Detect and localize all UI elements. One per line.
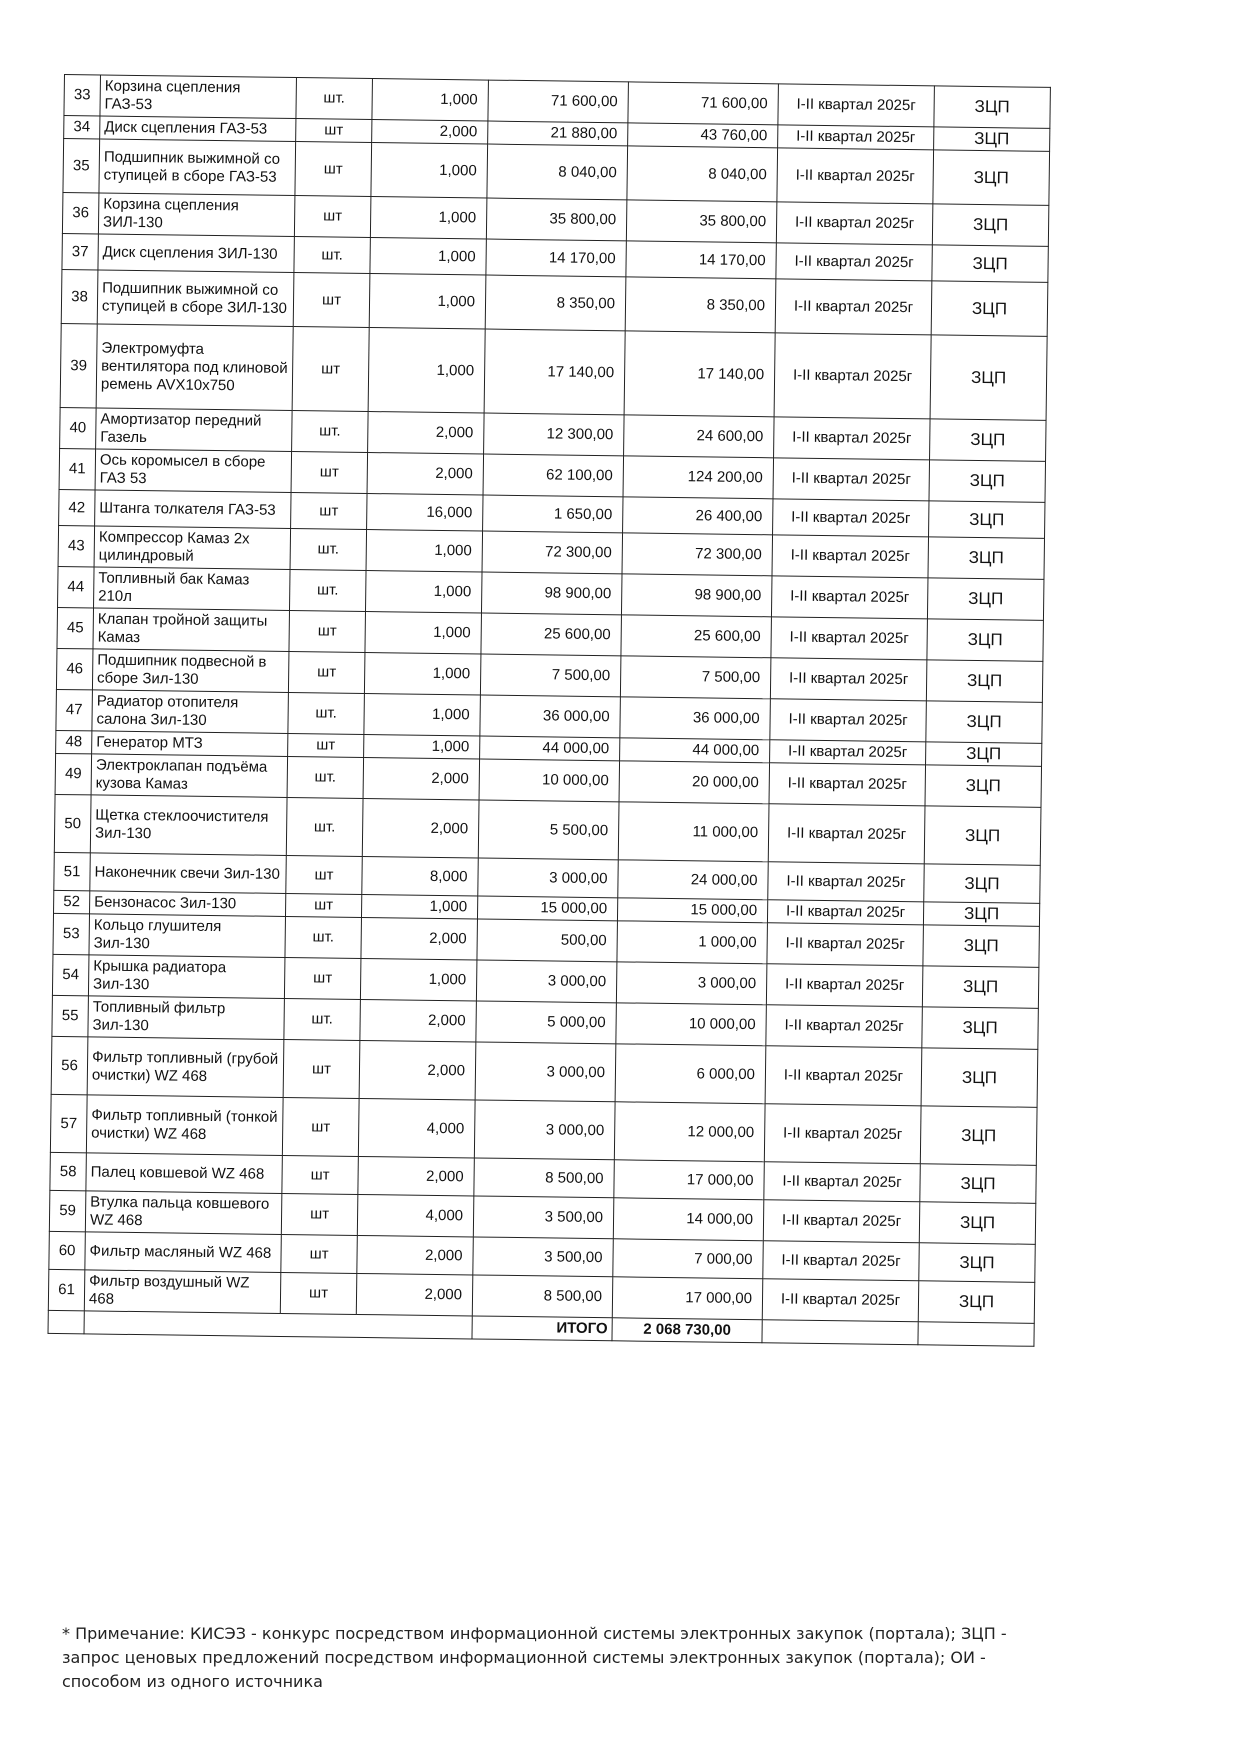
period-cell: I-II квартал 2025г (776, 243, 932, 281)
sum-cell: 25 600,00 (621, 615, 772, 658)
method-cell: ЗЦП (923, 925, 1040, 968)
sum-cell: 20 000,00 (619, 761, 770, 804)
method-cell: ЗЦП (926, 742, 1042, 767)
item-name: Диск сцепления ГАЗ-53 (100, 116, 296, 142)
period-cell: I-II квартал 2025г (769, 763, 926, 806)
unit-cell: шт (280, 1272, 357, 1314)
price-cell: 14 170,00 (486, 239, 626, 277)
sum-cell: 7 500,00 (620, 656, 771, 699)
row-number: 56 (51, 1036, 88, 1094)
total-empty-cell (918, 1322, 1034, 1347)
method-cell: ЗЦП (926, 701, 1043, 744)
quantity-cell: 1,000 (371, 143, 488, 199)
period-cell: I-II квартал 2025г (771, 617, 928, 660)
row-number: 38 (61, 269, 98, 323)
quantity-cell: 2,000 (357, 1235, 473, 1275)
method-cell: ЗЦП (919, 1202, 1036, 1245)
price-cell: 62 100,00 (483, 454, 624, 497)
row-number: 47 (56, 689, 93, 730)
item-name: Фильтр масляный WZ 468 (85, 1232, 281, 1273)
method-cell: ЗЦП (932, 245, 1048, 283)
price-cell: 3 000,00 (476, 960, 617, 1003)
price-cell: 3 000,00 (474, 1100, 615, 1160)
quantity-cell: 1,000 (360, 958, 477, 1001)
procurement-table (48, 74, 1051, 1347)
item-name: Топливный бак Камаз 210л (94, 567, 291, 611)
row-number: 60 (49, 1231, 85, 1269)
quantity-cell: 1,000 (361, 894, 477, 919)
period-cell: I-II квартал 2025г (771, 576, 928, 619)
price-cell: 3 500,00 (473, 1196, 614, 1239)
period-cell: I-II квартал 2025г (768, 862, 924, 902)
period-cell: I-II квартал 2025г (770, 699, 927, 742)
item-name: Фильтр воздушный WZ 468 (84, 1270, 281, 1314)
period-cell: I-II квартал 2025г (763, 1200, 920, 1243)
method-cell: ЗЦП (919, 1243, 1035, 1283)
sum-cell: 43 760,00 (628, 123, 778, 148)
method-cell: ЗЦП (924, 864, 1040, 904)
unit-cell: шт (283, 1039, 360, 1098)
unit-cell: шт. (285, 916, 362, 958)
unit-cell: шт (294, 196, 371, 238)
item-name: Наконечник свечи Зил-130 (90, 853, 286, 894)
price-cell: 500,00 (477, 919, 618, 962)
sum-cell: 35 800,00 (626, 200, 777, 243)
item-name: Амортизатор передний Газель (96, 408, 293, 452)
unit-cell: шт. (286, 797, 363, 856)
item-name: Подшипник выжимной со ступицей в сборе ЗИЛ-130 (97, 270, 294, 327)
sum-cell: 24 600,00 (624, 415, 775, 458)
row-number: 39 (60, 323, 97, 407)
sum-cell: 14 170,00 (626, 241, 776, 279)
item-name: Штанга толкателя ГАЗ-53 (95, 490, 291, 529)
price-cell: 25 600,00 (481, 613, 622, 656)
row-number: 58 (50, 1152, 86, 1190)
method-cell: ЗЦП (924, 806, 1041, 866)
item-name: Крышка радиатора Зил-130 (88, 955, 285, 999)
period-cell: I-II квартал 2025г (766, 964, 923, 1007)
unit-cell: шт (285, 893, 361, 917)
unit-cell: шт (289, 610, 366, 652)
sum-cell: 7 000,00 (613, 1239, 763, 1279)
sum-cell: 72 300,00 (622, 533, 773, 576)
row-number: 54 (52, 954, 89, 995)
quantity-cell: 2,000 (358, 1156, 474, 1196)
row-number: 42 (59, 489, 95, 525)
price-cell: 8 350,00 (485, 275, 626, 331)
unit-cell: шт (281, 1234, 357, 1273)
period-cell: I-II квартал 2025г (768, 804, 925, 864)
period-cell: I-II квартал 2025г (770, 740, 926, 765)
quantity-cell: 2,000 (361, 917, 478, 960)
row-number: 48 (56, 730, 92, 753)
item-name: Палец ковшевой WZ 468 (86, 1153, 282, 1194)
period-cell: I-II квартал 2025г (774, 417, 931, 460)
method-cell: ЗЦП (927, 578, 1044, 621)
item-name: Бензонасос Зил-130 (90, 891, 286, 917)
quantity-cell: 2,000 (359, 1040, 476, 1100)
unit-cell: шт. (296, 78, 373, 120)
row-number: 57 (50, 1094, 87, 1152)
row-number: 61 (48, 1269, 85, 1310)
unit-cell: шт. (289, 570, 366, 612)
period-cell: I-II квартал 2025г (778, 125, 934, 150)
quantity-cell: 4,000 (358, 1098, 475, 1158)
sum-cell: 17 000,00 (614, 1160, 764, 1200)
sum-cell: 36 000,00 (620, 697, 771, 740)
quantity-cell: 2,000 (363, 757, 480, 800)
method-cell: ЗЦП (930, 419, 1047, 462)
unit-cell: шт (284, 957, 361, 999)
total-empty-cell (762, 1320, 918, 1345)
price-cell: 12 300,00 (484, 413, 625, 456)
row-number: 41 (59, 448, 96, 489)
method-cell: ЗЦП (928, 537, 1045, 580)
item-name: Корзина сцепления ЗИЛ-130 (98, 193, 295, 237)
sum-cell: 11 000,00 (618, 802, 769, 862)
total-empty-cell (84, 1311, 472, 1339)
method-cell: ЗЦП (920, 1164, 1036, 1204)
price-cell: 36 000,00 (480, 695, 621, 738)
period-cell: I-II квартал 2025г (772, 535, 929, 578)
period-cell: I-II квартал 2025г (775, 279, 932, 335)
unit-cell: шт. (292, 411, 369, 453)
period-cell: I-II квартал 2025г (767, 923, 924, 966)
item-name: Электроклапан подъёма кузова Камаз (91, 754, 288, 798)
method-cell: ЗЦП (927, 619, 1044, 662)
row-number: 52 (54, 890, 90, 913)
total-empty-cell (48, 1310, 84, 1333)
unit-cell: шт. (290, 529, 367, 571)
price-cell: 71 600,00 (488, 80, 629, 123)
unit-cell: шт (282, 1097, 359, 1156)
sum-cell: 14 000,00 (613, 1198, 764, 1241)
sum-cell: 24 000,00 (618, 860, 768, 900)
price-cell: 72 300,00 (482, 531, 623, 574)
sum-cell: 8 350,00 (625, 277, 776, 333)
method-cell: ЗЦП (923, 902, 1039, 927)
method-cell: ЗЦП (922, 1007, 1039, 1050)
unit-cell: шт. (288, 692, 365, 734)
item-name: Топливный фильтр Зил-130 (88, 996, 285, 1040)
price-cell: 3 000,00 (478, 858, 618, 898)
quantity-cell: 1,000 (370, 238, 486, 276)
sum-cell: 15 000,00 (617, 898, 767, 923)
quantity-cell: 16,000 (367, 494, 483, 532)
row-number: 50 (54, 794, 91, 852)
quantity-cell: 2,000 (362, 798, 479, 858)
unit-cell: шт (281, 1193, 358, 1235)
row-number: 35 (63, 139, 100, 193)
item-name: Генератор МТЗ (92, 731, 288, 757)
quantity-cell: 2,000 (356, 1273, 473, 1316)
row-number: 43 (58, 525, 95, 566)
method-cell: ЗЦП (929, 501, 1045, 539)
item-name: Подшипник выжимной со ступицей в сборе ГАЗ-53 (99, 139, 296, 196)
method-cell: ЗЦП (920, 1106, 1037, 1166)
price-cell: 1 650,00 (483, 495, 623, 533)
quantity-cell: 2,000 (367, 453, 484, 496)
price-cell: 5 000,00 (476, 1001, 617, 1044)
method-cell: ЗЦП (931, 281, 1048, 337)
row-number: 59 (49, 1190, 86, 1231)
unit-cell: шт (291, 452, 368, 494)
price-cell: 98 900,00 (481, 572, 622, 615)
price-cell: 17 140,00 (484, 329, 625, 415)
price-cell: 21 880,00 (488, 121, 628, 146)
table-row (60, 323, 1047, 420)
method-cell: ЗЦП (921, 1048, 1038, 1108)
item-name: Ось коромысел в сборе ГАЗ 53 (95, 449, 292, 493)
sum-cell: 3 000,00 (616, 962, 767, 1005)
sum-cell: 124 200,00 (623, 456, 774, 499)
table-body (48, 75, 1050, 1324)
sum-cell: 26 400,00 (623, 497, 773, 535)
quantity-cell: 1,000 (366, 529, 483, 572)
unit-cell: шт (293, 273, 370, 328)
price-cell: 3 500,00 (473, 1237, 613, 1277)
row-number: 34 (64, 116, 100, 139)
method-cell: ЗЦП (922, 966, 1039, 1009)
row-number: 46 (56, 648, 93, 689)
item-name: Диск сцепления ЗИЛ-130 (98, 234, 294, 273)
quantity-cell: 2,000 (360, 999, 477, 1042)
price-cell: 15 000,00 (477, 896, 617, 921)
period-cell: I-II квартал 2025г (774, 333, 931, 419)
quantity-cell: 1,000 (365, 611, 482, 654)
price-cell: 7 500,00 (480, 654, 621, 697)
row-number: 36 (62, 192, 99, 233)
row-number: 44 (58, 566, 95, 607)
quantity-cell: 8,000 (362, 856, 478, 896)
quantity-cell: 1,000 (372, 79, 489, 122)
period-cell: I-II квартал 2025г (778, 84, 935, 127)
unit-cell: шт (292, 327, 369, 412)
period-cell: I-II квартал 2025г (773, 499, 929, 537)
period-cell: I-II квартал 2025г (764, 1104, 921, 1164)
row-number: 49 (55, 753, 92, 794)
sum-cell: 1 000,00 (617, 921, 768, 964)
quantity-cell: 1,000 (365, 570, 482, 613)
quantity-cell: 2,000 (368, 412, 485, 455)
sum-cell: 98 900,00 (621, 574, 772, 617)
quantity-cell: 1,000 (368, 328, 485, 414)
period-cell: I-II квартал 2025г (764, 1162, 920, 1202)
method-cell: ЗЦП (925, 765, 1042, 808)
quantity-cell: 1,000 (364, 693, 481, 736)
total-label: ИТОГО (472, 1316, 612, 1341)
procurement-table-sheet (48, 74, 1050, 1347)
sum-cell: 17 140,00 (624, 331, 775, 417)
period-cell: I-II квартал 2025г (762, 1279, 919, 1322)
period-cell: I-II квартал 2025г (777, 148, 934, 204)
row-number: 37 (62, 233, 98, 269)
method-cell: ЗЦП (918, 1281, 1035, 1324)
row-number: 45 (57, 607, 94, 648)
unit-cell: шт (288, 651, 365, 693)
price-cell: 10 000,00 (479, 759, 620, 802)
quantity-cell: 1,000 (364, 734, 480, 759)
unit-cell: шт. (294, 237, 370, 274)
period-cell: I-II квартал 2025г (766, 1005, 923, 1048)
total-value: 2 068 730,00 (612, 1318, 762, 1343)
period-cell: I-II квартал 2025г (763, 1241, 919, 1281)
sum-cell: 10 000,00 (616, 1003, 767, 1046)
unit-cell: шт. (284, 998, 361, 1040)
sum-cell: 8 040,00 (627, 146, 778, 202)
price-cell: 35 800,00 (486, 198, 627, 241)
row-number: 40 (60, 407, 97, 448)
item-name: Корзина сцепления ГАЗ-53 (100, 75, 297, 119)
sum-cell: 6 000,00 (615, 1044, 766, 1104)
item-name: Щетка стеклоочистителя Зил-130 (90, 795, 287, 856)
method-cell: ЗЦП (932, 204, 1049, 247)
item-name: Фильтр топливный (грубой очистки) WZ 468 (87, 1037, 284, 1098)
period-cell: I-II квартал 2025г (765, 1046, 922, 1106)
quantity-cell: 1,000 (369, 274, 486, 330)
price-cell: 3 000,00 (475, 1042, 616, 1102)
row-number: 33 (64, 75, 101, 116)
unit-cell: шт (291, 493, 367, 530)
item-name: Втулка пальца ковшевого WZ 468 (85, 1191, 282, 1235)
unit-cell: шт (288, 733, 364, 757)
unit-cell: шт (295, 142, 372, 197)
row-number: 55 (52, 995, 89, 1036)
period-cell: I-II квартал 2025г (773, 458, 930, 501)
price-cell: 8 040,00 (487, 144, 628, 200)
method-cell: ЗЦП (929, 460, 1046, 503)
row-number: 53 (53, 913, 90, 954)
method-cell: ЗЦП (933, 150, 1050, 206)
item-name: Кольцо глушителя Зил-130 (89, 914, 286, 958)
price-cell: 5 500,00 (478, 800, 619, 860)
method-cell: ЗЦП (930, 335, 1047, 421)
price-cell: 8 500,00 (472, 1275, 613, 1318)
period-cell: I-II квартал 2025г (767, 900, 923, 925)
item-name: Электромуфта вентилятора под клиновой ремень AVX10x750 (96, 324, 293, 411)
price-cell: 44 000,00 (480, 736, 620, 761)
sum-cell: 71 600,00 (628, 82, 779, 125)
period-cell: I-II квартал 2025г (770, 658, 927, 701)
unit-cell: шт (282, 1155, 358, 1194)
item-name: Радиатор отопителя салона Зил-130 (92, 690, 289, 734)
method-cell: ЗЦП (926, 660, 1043, 703)
quantity-cell: 1,000 (364, 652, 481, 695)
method-cell: ЗЦП (934, 127, 1050, 152)
unit-cell: шт (286, 855, 362, 894)
footnote: * Примечание: КИСЭЗ - конкурс посредством информационной системы электронных закупок (портала); ЗЦП - запрос ценовых предложений посредством информационной системы электронных закупок (портала); ОИ - способом из одного источника (62, 1624, 1007, 1691)
row-number: 51 (54, 852, 90, 890)
price-cell: 8 500,00 (474, 1158, 614, 1198)
sum-cell: 17 000,00 (612, 1277, 763, 1320)
sum-cell: 12 000,00 (614, 1102, 765, 1162)
period-cell: I-II квартал 2025г (776, 202, 933, 245)
quantity-cell: 4,000 (357, 1194, 474, 1237)
method-cell: ЗЦП (934, 86, 1051, 129)
sum-cell: 44 000,00 (620, 738, 770, 763)
quantity-cell: 1,000 (370, 197, 487, 240)
unit-cell: шт. (287, 756, 364, 798)
item-name: Клапан тройной защиты Камаз (93, 608, 290, 652)
item-name: Фильтр топливный (тонкой очистки) WZ 468 (86, 1095, 283, 1156)
unit-cell: шт (296, 119, 372, 143)
item-name: Подшипник подвесной в сборе Зил-130 (92, 649, 289, 693)
quantity-cell: 2,000 (372, 120, 488, 145)
item-name: Компрессор Камаз 2х цилиндровый (94, 526, 291, 570)
